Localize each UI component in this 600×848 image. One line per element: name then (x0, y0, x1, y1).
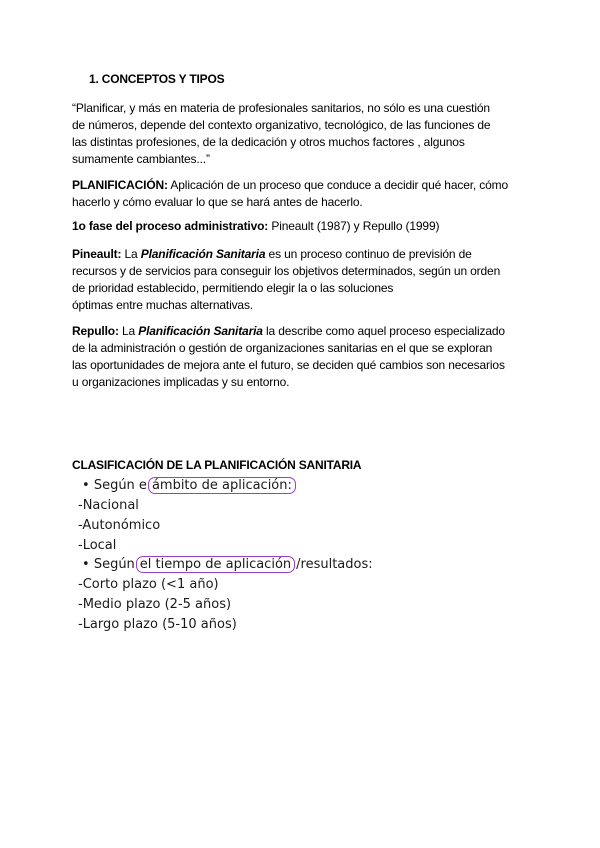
repullo-text: u organizaciones implicadas y su entorno. (72, 375, 290, 389)
highlight-box: ámbito de aplicación: (148, 477, 296, 494)
group-tiempo-header (82, 557, 373, 572)
pineault-paragraph (72, 246, 532, 314)
classification-clipping (74, 476, 374, 636)
quote-line: de números, depende del contexto organizativo, tecnológico, de las funciones de (72, 118, 491, 132)
group-prefix: Según e (93, 478, 147, 493)
pineault-text: óptimas entre muchas alternativas. (72, 298, 253, 312)
highlight-box: el tiempo de aplicación (136, 556, 295, 573)
quote-paragraph (72, 100, 532, 168)
quote-line: las distintas profesiones, de la dedicación y otros muchos factores , algunos (72, 135, 465, 149)
quote-line: “Planificar, y más en materia de profesionales sanitarios, no sólo es una cuestión (72, 101, 490, 115)
repullo-text: la describe como aquel proceso especializado (262, 324, 505, 338)
classification-title: CLASIFICACIÓN DE LA PLANIFICACIÓN SANITARIA (72, 458, 362, 472)
list-item: -Local (78, 538, 117, 553)
bullet-icon: • (82, 478, 90, 493)
pineault-text: es un proceso continuo de previsión de (265, 247, 472, 261)
group-suffix: /resultados: (296, 557, 373, 572)
planificacion-term: PLANIFICACIÓN: (72, 178, 168, 192)
list-item: -Nacional (78, 498, 139, 513)
repullo-text: de la administración o gestión de organizaciones sanitarias en el que se exploran (72, 341, 493, 355)
section-heading: 1. CONCEPTOS Y TIPOS (89, 72, 225, 86)
list-item: -Largo plazo (5-10 años) (78, 617, 237, 632)
repullo-term: Repullo: (72, 324, 119, 338)
fase-paragraph (72, 218, 532, 235)
pineault-emphasis: Planificación Sanitaria (140, 247, 266, 261)
repullo-emphasis: Planificación Sanitaria (138, 324, 263, 338)
quote-line: sumamente cambiantes...” (72, 152, 210, 166)
pineault-text: de prioridad establecido, permitiendo elegir la o las soluciones (72, 281, 394, 295)
pineault-text: recursos y de servicios para conseguir los objetivos determinados, según un orden (72, 264, 501, 278)
list-item: -Corto plazo (<1 año) (78, 577, 219, 592)
pineault-term: Pineault: (72, 247, 122, 261)
planificacion-text: Aplicación de un proceso que conduce a decidir qué hacer, cómo (167, 178, 509, 192)
repullo-text: las oportunidades de mejora ante el futuro, se deciden qué cambios son necesarios (72, 358, 505, 372)
planificacion-text: hacerlo y cómo evaluar lo que se hará antes de hacerlo. (72, 195, 363, 209)
group-prefix: Según (93, 557, 135, 572)
fase-text: Pineault (1987) y Repullo (1999) (268, 219, 440, 233)
group-ambito-header (82, 478, 297, 493)
planificacion-paragraph (72, 177, 532, 211)
repullo-text: La (118, 324, 139, 338)
repullo-paragraph (72, 323, 532, 391)
bullet-icon: • (82, 557, 90, 572)
pineault-text: La (121, 247, 141, 261)
list-item: -Autonómico (78, 518, 161, 533)
list-item: -Medio plazo (2-5 años) (78, 597, 232, 612)
fase-term: 1o fase del proceso administrativo: (72, 219, 269, 233)
